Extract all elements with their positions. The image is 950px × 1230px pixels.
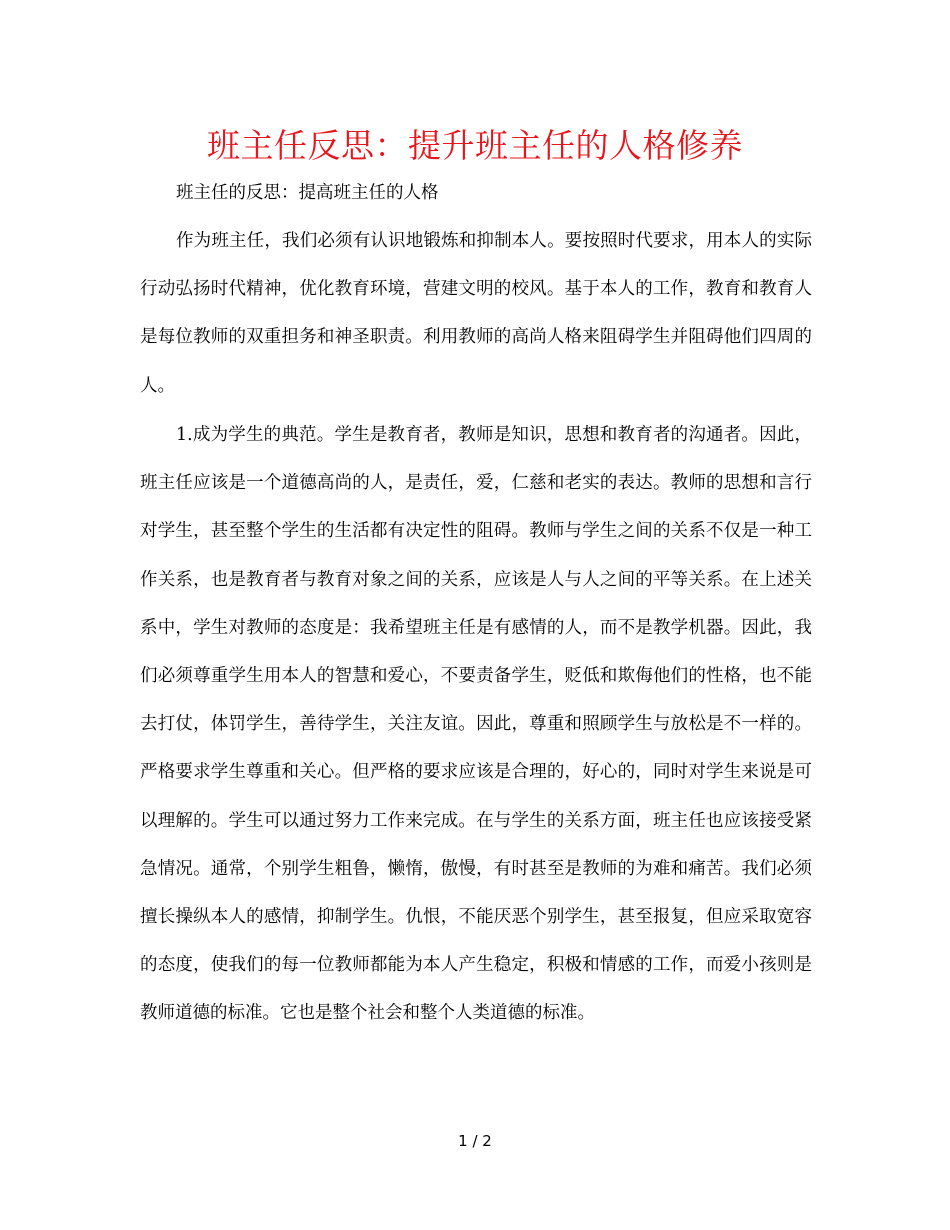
- paragraph-1: 作为班主任，我们必须有认识地锻炼和抑制本人。要按照时代要求，用本人的实际行动弘扬时代精神，优化教育环境，营建文明的校风。基于本人的工作，教育和教育人是每位教师的双重担务和神圣职责。利用教师的高尚人格来阻碍学生并阻碍他们四周的人。: [140, 231, 812, 396]
- page-number: 1 / 2: [458, 1132, 492, 1150]
- document-title: 班主任反思：提升班主任的人格修养: [207, 126, 743, 165]
- document-subtitle: 班主任的反思：提高班主任的人格: [176, 183, 439, 203]
- paragraph-2: 1.成为学生的典范。学生是教育者，教师是知识，思想和教育者的沟通者。因此，班主任应该是一个道德高尚的人，是责任，爱，仁慈和老实的表达。教师的思想和言行对学生，甚至整个学生的生活都有决定性的阻碍。教师与学生之间的关系不仅是一种工作关系，也是教育者与教育对象之间的关系，应该是人与人之间的平等关系。在上述关系中，学生对教师的态度是：我希望班主任是有感情的人，而不是教学机器。因此，我们必须尊重学生用本人的智慧和爱心，不要责备学生，贬低和欺侮他们的性格，也不能去打仗，体罚学生，善待学生，关注友谊。因此，尊重和照顾学生与放松是不一样的。严格要求学生尊重和关心。但严格的要求应该是合理的，好心的，同时对学生来说是可以理解的。学生可以通过努力工作来完成。在与学生的关系方面，班主任也应该接受紧急情况。通常，个别学生粗鲁，懒惰，傲慢，有时甚至是教师的为难和痛苦。我们必须擅长操纵本人的感情，抑制学生。仇恨，不能厌恶个别学生，甚至报复，但应采取宽容的态度，使我们的每一位教师都能为本人产生稳定，积极和情感的工作，而爱小孩则是教师道德的标准。它也是整个社会和整个人类道德的标准。: [140, 425, 812, 1024]
